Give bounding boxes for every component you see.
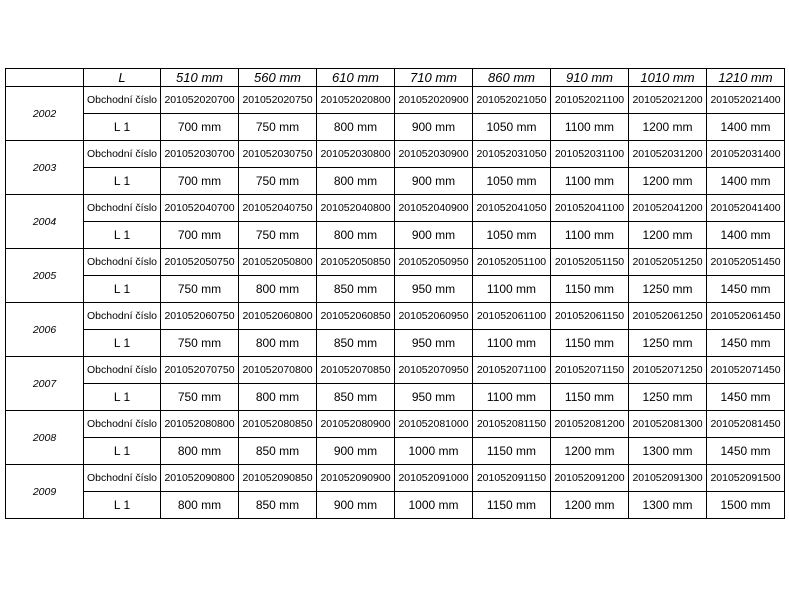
length-cell: 1450 mm (707, 330, 785, 357)
row-label-length: L 1 (84, 438, 161, 465)
code-cell: 201052041200 (629, 195, 707, 222)
length-cell: 1100 mm (551, 222, 629, 249)
code-cell: 201052021050 (473, 87, 551, 114)
header-column-cell: 1010 mm (629, 69, 707, 87)
length-cell: 1050 mm (473, 168, 551, 195)
table-row (6, 438, 785, 465)
length-cell: 750 mm (239, 222, 317, 249)
length-cell: 1300 mm (629, 492, 707, 519)
code-cell: 201052091000 (395, 465, 473, 492)
code-cell: 201052040700 (161, 195, 239, 222)
length-cell: 1100 mm (473, 384, 551, 411)
row-label-length: L 1 (84, 384, 161, 411)
code-cell: 201052030900 (395, 141, 473, 168)
length-cell: 1000 mm (395, 438, 473, 465)
length-cell: 1150 mm (551, 384, 629, 411)
header-corner-cell (6, 69, 84, 87)
code-cell: 201052081300 (629, 411, 707, 438)
length-cell: 700 mm (161, 114, 239, 141)
length-cell: 1500 mm (707, 492, 785, 519)
table-body (6, 69, 785, 519)
code-cell: 201052030700 (161, 141, 239, 168)
code-cell: 201052060850 (317, 303, 395, 330)
code-cell: 201052070750 (161, 357, 239, 384)
length-cell: 950 mm (395, 330, 473, 357)
table-row (6, 195, 785, 222)
code-cell: 201052021100 (551, 87, 629, 114)
year-cell: 2004 (6, 195, 84, 249)
length-cell: 900 mm (395, 114, 473, 141)
code-cell: 201052080800 (161, 411, 239, 438)
row-label-length: L 1 (84, 168, 161, 195)
length-cell: 950 mm (395, 276, 473, 303)
length-cell: 1100 mm (551, 168, 629, 195)
table-row (6, 384, 785, 411)
length-cell: 1150 mm (551, 330, 629, 357)
code-cell: 201052071250 (629, 357, 707, 384)
code-cell: 201052091300 (629, 465, 707, 492)
code-cell: 201052051450 (707, 249, 785, 276)
code-cell: 201052041050 (473, 195, 551, 222)
length-cell: 1400 mm (707, 222, 785, 249)
table-row (6, 276, 785, 303)
row-label-code: Obchodní číslo (84, 249, 161, 276)
code-cell: 201052060950 (395, 303, 473, 330)
row-label-length: L 1 (84, 330, 161, 357)
code-cell: 201052051250 (629, 249, 707, 276)
length-cell: 1200 mm (551, 492, 629, 519)
table-row (6, 303, 785, 330)
code-cell: 201052030750 (239, 141, 317, 168)
table-row (6, 114, 785, 141)
length-cell: 800 mm (161, 438, 239, 465)
table-row (6, 141, 785, 168)
length-cell: 1100 mm (551, 114, 629, 141)
length-cell: 750 mm (161, 384, 239, 411)
code-cell: 201052041400 (707, 195, 785, 222)
year-cell: 2005 (6, 249, 84, 303)
table-row (6, 492, 785, 519)
length-cell: 750 mm (161, 276, 239, 303)
year-cell: 2006 (6, 303, 84, 357)
length-cell: 900 mm (317, 438, 395, 465)
row-label-code: Obchodní číslo (84, 195, 161, 222)
table-row (6, 465, 785, 492)
code-cell: 201052020900 (395, 87, 473, 114)
length-cell: 800 mm (239, 384, 317, 411)
table-row (6, 357, 785, 384)
length-cell: 800 mm (239, 330, 317, 357)
row-label-code: Obchodní číslo (84, 87, 161, 114)
row-label-length: L 1 (84, 222, 161, 249)
code-cell: 201052060800 (239, 303, 317, 330)
length-cell: 800 mm (239, 276, 317, 303)
year-cell: 2007 (6, 357, 84, 411)
code-cell: 201052090900 (317, 465, 395, 492)
table-row (6, 411, 785, 438)
code-cell: 201052090850 (239, 465, 317, 492)
code-cell: 201052080900 (317, 411, 395, 438)
row-label-code: Obchodní číslo (84, 357, 161, 384)
code-cell: 201052050850 (317, 249, 395, 276)
length-cell: 850 mm (239, 438, 317, 465)
length-cell: 1450 mm (707, 276, 785, 303)
code-cell: 201052080850 (239, 411, 317, 438)
code-cell: 201052020800 (317, 87, 395, 114)
length-cell: 700 mm (161, 168, 239, 195)
length-cell: 950 mm (395, 384, 473, 411)
table-row (6, 222, 785, 249)
code-cell: 201052081200 (551, 411, 629, 438)
length-cell: 900 mm (317, 492, 395, 519)
code-cell: 201052081150 (473, 411, 551, 438)
code-cell: 201052051100 (473, 249, 551, 276)
header-column-cell: 610 mm (317, 69, 395, 87)
code-cell: 201052031100 (551, 141, 629, 168)
length-cell: 1300 mm (629, 438, 707, 465)
length-cell: 900 mm (395, 168, 473, 195)
length-cell: 1050 mm (473, 114, 551, 141)
header-column-cell: 860 mm (473, 69, 551, 87)
length-cell: 800 mm (317, 114, 395, 141)
code-cell: 201052091150 (473, 465, 551, 492)
code-cell: 201052091200 (551, 465, 629, 492)
table-row (6, 168, 785, 195)
length-cell: 850 mm (317, 330, 395, 357)
header-column-cell: 710 mm (395, 69, 473, 87)
row-label-code: Obchodní číslo (84, 465, 161, 492)
code-cell: 201052060750 (161, 303, 239, 330)
length-cell: 1150 mm (473, 492, 551, 519)
length-cell: 1100 mm (473, 330, 551, 357)
code-cell: 201052070800 (239, 357, 317, 384)
row-label-code: Obchodní číslo (84, 303, 161, 330)
code-cell: 201052061150 (551, 303, 629, 330)
length-cell: 750 mm (161, 330, 239, 357)
code-cell: 201052071100 (473, 357, 551, 384)
code-cell: 201052031200 (629, 141, 707, 168)
length-cell: 1150 mm (473, 438, 551, 465)
length-cell: 1000 mm (395, 492, 473, 519)
length-cell: 1450 mm (707, 384, 785, 411)
length-cell: 1450 mm (707, 438, 785, 465)
code-cell: 201052050750 (161, 249, 239, 276)
length-cell: 1100 mm (473, 276, 551, 303)
code-cell: 201052020750 (239, 87, 317, 114)
code-cell: 201052071450 (707, 357, 785, 384)
row-label-length: L 1 (84, 492, 161, 519)
row-label-code: Obchodní číslo (84, 141, 161, 168)
year-cell: 2008 (6, 411, 84, 465)
header-column-cell: 510 mm (161, 69, 239, 87)
length-cell: 1250 mm (629, 384, 707, 411)
length-cell: 1150 mm (551, 276, 629, 303)
code-cell: 201052040750 (239, 195, 317, 222)
length-cell: 850 mm (239, 492, 317, 519)
length-cell: 1200 mm (629, 222, 707, 249)
length-cell: 1400 mm (707, 114, 785, 141)
header-column-cell: 560 mm (239, 69, 317, 87)
header-row (6, 69, 785, 87)
length-cell: 800 mm (317, 222, 395, 249)
code-cell: 201052031400 (707, 141, 785, 168)
table-row (6, 249, 785, 276)
code-cell: 201052061250 (629, 303, 707, 330)
code-cell: 201052051150 (551, 249, 629, 276)
code-cell: 201052030800 (317, 141, 395, 168)
header-label-cell: L (84, 69, 161, 87)
length-cell: 900 mm (395, 222, 473, 249)
length-cell: 850 mm (317, 276, 395, 303)
table-row (6, 330, 785, 357)
length-cell: 800 mm (317, 168, 395, 195)
length-cell: 850 mm (317, 384, 395, 411)
code-cell: 201052050950 (395, 249, 473, 276)
dimension-table-sheet (5, 68, 785, 519)
dimension-table (5, 68, 785, 519)
length-cell: 1250 mm (629, 276, 707, 303)
code-cell: 201052071150 (551, 357, 629, 384)
length-cell: 1050 mm (473, 222, 551, 249)
code-cell: 201052031050 (473, 141, 551, 168)
row-label-length: L 1 (84, 114, 161, 141)
row-label-length: L 1 (84, 276, 161, 303)
length-cell: 1200 mm (551, 438, 629, 465)
code-cell: 201052061100 (473, 303, 551, 330)
length-cell: 800 mm (161, 492, 239, 519)
code-cell: 201052020700 (161, 87, 239, 114)
length-cell: 750 mm (239, 168, 317, 195)
row-label-code: Obchodní číslo (84, 411, 161, 438)
table-row (6, 87, 785, 114)
code-cell: 201052021400 (707, 87, 785, 114)
code-cell: 201052040900 (395, 195, 473, 222)
length-cell: 750 mm (239, 114, 317, 141)
header-column-cell: 910 mm (551, 69, 629, 87)
code-cell: 201052091500 (707, 465, 785, 492)
code-cell: 201052070950 (395, 357, 473, 384)
year-cell: 2003 (6, 141, 84, 195)
code-cell: 201052050800 (239, 249, 317, 276)
code-cell: 201052040800 (317, 195, 395, 222)
code-cell: 201052041100 (551, 195, 629, 222)
year-cell: 2009 (6, 465, 84, 519)
code-cell: 201052081450 (707, 411, 785, 438)
length-cell: 1400 mm (707, 168, 785, 195)
header-column-cell: 1210 mm (707, 69, 785, 87)
code-cell: 201052061450 (707, 303, 785, 330)
code-cell: 201052081000 (395, 411, 473, 438)
year-cell: 2002 (6, 87, 84, 141)
length-cell: 1200 mm (629, 114, 707, 141)
length-cell: 1250 mm (629, 330, 707, 357)
code-cell: 201052070850 (317, 357, 395, 384)
code-cell: 201052090800 (161, 465, 239, 492)
code-cell: 201052021200 (629, 87, 707, 114)
length-cell: 700 mm (161, 222, 239, 249)
length-cell: 1200 mm (629, 168, 707, 195)
